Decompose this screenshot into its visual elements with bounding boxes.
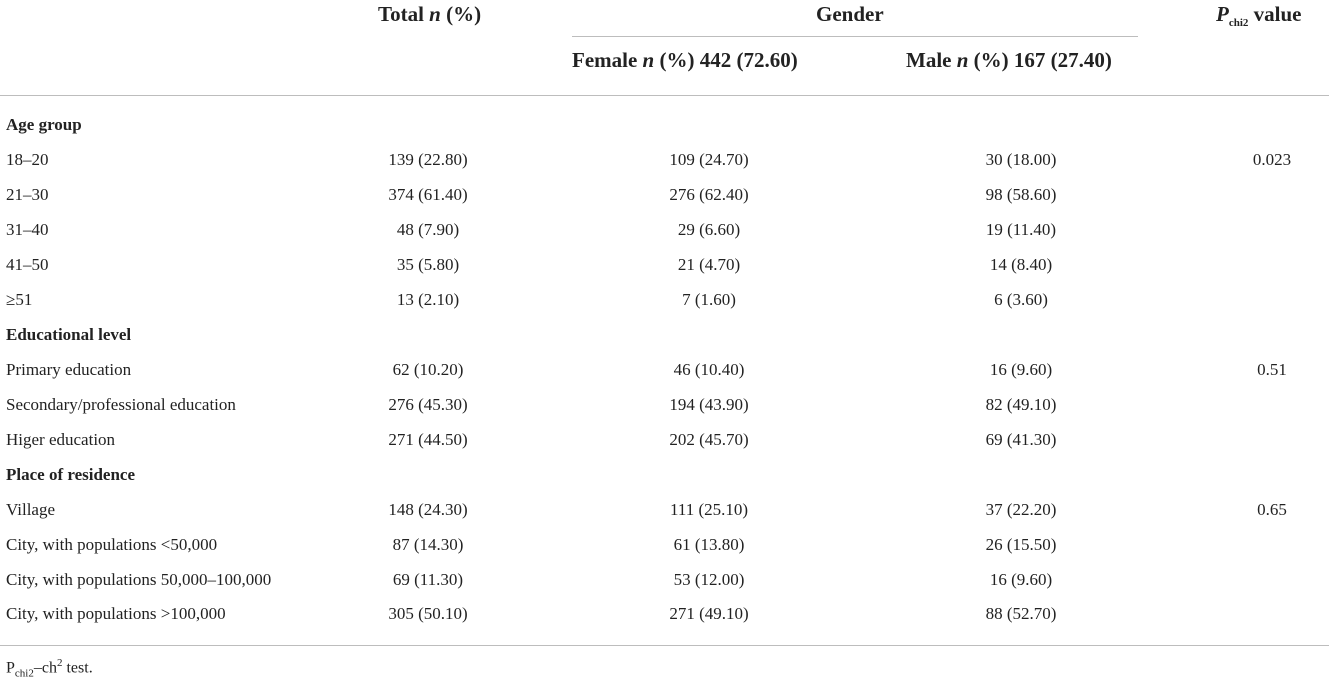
header-gender: Gender bbox=[816, 2, 884, 26]
row-label: City, with populations >100,000 bbox=[6, 604, 226, 623]
cell-male: 16 (9.60) bbox=[989, 360, 1053, 379]
row-label: Higer education bbox=[6, 430, 116, 449]
footnote: $P_{chi2}-ch^2$ test. bbox=[6, 657, 93, 680]
row-label: Village bbox=[6, 500, 56, 519]
row-label: 18–20 bbox=[6, 150, 49, 169]
cell-female: 21 (4.70) bbox=[677, 255, 741, 274]
header-male: Male n (%) 167 (27.40) bbox=[906, 48, 1112, 72]
row-label: City, with populations 50,000–100,000 bbox=[6, 570, 272, 589]
gender-underline bbox=[572, 36, 1138, 37]
cell-total: 62 (10.20) bbox=[392, 360, 464, 379]
row-label: 31–40 bbox=[6, 220, 49, 239]
cell-female: 202 (45.70) bbox=[669, 430, 749, 449]
cell-total: 276 (45.30) bbox=[388, 395, 468, 414]
cell-male: 30 (18.00) bbox=[985, 150, 1057, 169]
cell-female: 111 (25.10) bbox=[669, 500, 749, 519]
table-bottom-rule bbox=[0, 645, 1329, 646]
cell-male: 82 (49.10) bbox=[985, 395, 1057, 414]
section-title-education: Educational level bbox=[6, 325, 132, 344]
cell-total: 305 (50.10) bbox=[388, 604, 468, 623]
cell-total: 35 (5.80) bbox=[396, 255, 460, 274]
row-label: Secondary/professional education bbox=[6, 395, 236, 414]
cell-female: 194 (43.90) bbox=[669, 395, 749, 414]
cell-male: 16 (9.60) bbox=[989, 570, 1053, 589]
cell-total: 87 (14.30) bbox=[392, 535, 464, 554]
row-label: ≥51 bbox=[6, 290, 33, 309]
cell-male: 26 (15.50) bbox=[985, 535, 1057, 554]
cell-total: 13 (2.10) bbox=[396, 290, 460, 309]
cell-total: 48 (7.90) bbox=[396, 220, 460, 239]
section-title-age: Age group bbox=[6, 115, 82, 134]
cell-male: 14 (8.40) bbox=[989, 255, 1053, 274]
header-p-value: $P_{chi2}$ value bbox=[1216, 2, 1302, 30]
cell-total: 139 (22.80) bbox=[388, 150, 468, 169]
row-label: 41–50 bbox=[6, 255, 49, 274]
cell-total: 148 (24.30) bbox=[388, 500, 468, 519]
cell-female: 46 (10.40) bbox=[673, 360, 745, 379]
header-divider bbox=[0, 95, 1329, 96]
cell-total: 374 (61.40) bbox=[388, 185, 468, 204]
header-total: Total n (%) bbox=[378, 2, 482, 26]
cell-female: 109 (24.70) bbox=[669, 150, 749, 169]
cell-female: 271 (49.10) bbox=[669, 604, 749, 623]
cell-female: 29 (6.60) bbox=[677, 220, 741, 239]
cell-male: 69 (41.30) bbox=[985, 430, 1057, 449]
cell-female: 7 (1.60) bbox=[682, 290, 736, 309]
cell-total: 271 (44.50) bbox=[388, 430, 468, 449]
cell-male: 6 (3.60) bbox=[994, 290, 1048, 309]
cell-total: 69 (11.30) bbox=[392, 570, 464, 589]
cell-p-value: 0.023 bbox=[1252, 150, 1292, 169]
row-label: Primary education bbox=[6, 360, 132, 379]
cell-female: 53 (12.00) bbox=[673, 570, 745, 589]
cell-female: 61 (13.80) bbox=[673, 535, 745, 554]
header-female: Female n (%) 442 (72.60) bbox=[572, 48, 798, 72]
cell-male: 98 (58.60) bbox=[985, 185, 1057, 204]
cell-male: 88 (52.70) bbox=[985, 604, 1057, 623]
row-label: City, with populations <50,000 bbox=[6, 535, 218, 554]
cell-p-value: 0.51 bbox=[1257, 360, 1287, 379]
row-label: 21–30 bbox=[6, 185, 49, 204]
cell-p-value: 0.65 bbox=[1257, 500, 1287, 519]
cell-male: 37 (22.20) bbox=[985, 500, 1057, 519]
cell-male: 19 (11.40) bbox=[985, 220, 1057, 239]
section-title-residence: Place of residence bbox=[6, 465, 136, 484]
cell-female: 276 (62.40) bbox=[669, 185, 749, 204]
